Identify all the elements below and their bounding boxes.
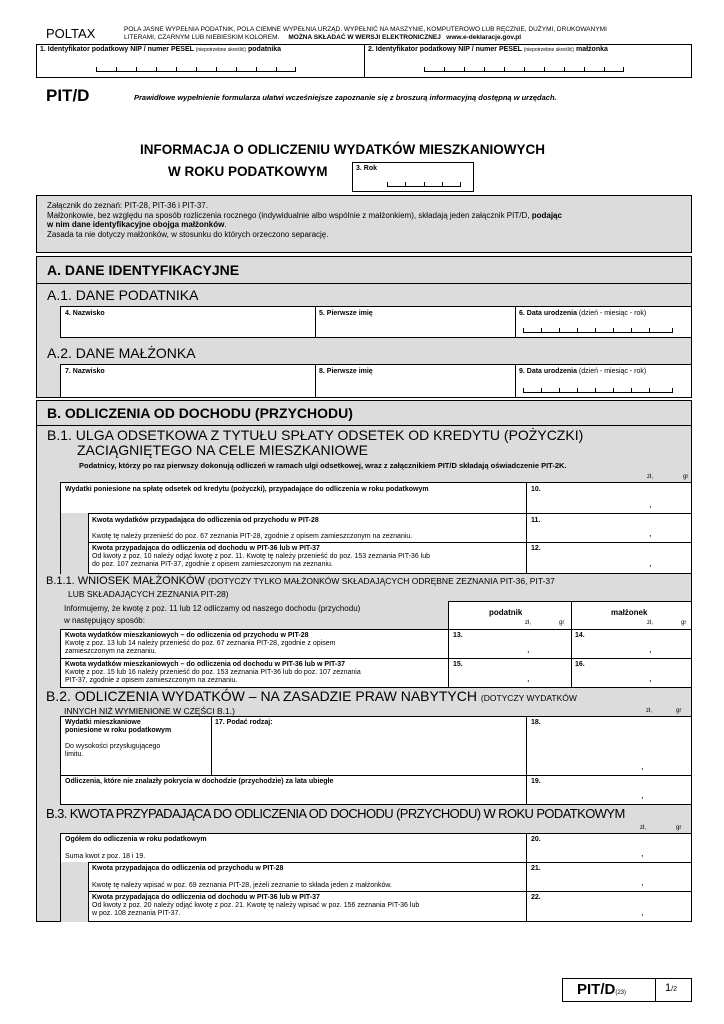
row-12-hint: Od kwoty z poz. 10 należy odjąć kwotę z poz. 11. Kwotę tę należy przenieść do poz. 153 zeznania PIT-36 lub do poz. 107 zeznania PIT-37, zgodnie z opisem zamieszczonym na zeznaniu. [92,553,431,568]
row-10-label: Wydatki poniesione na spłatę odsetek od kredytu (pożyczki), przypadające do odliczenia w roku podatkowym [65,486,429,493]
form-info: Prawidłowe wypełnienie formularza ułatwi wcześniejsze zapoznanie się z broszurą informacyjną dostępną w urzędach. [134,93,557,102]
surname-input[interactable] [62,320,312,336]
b3-title: B.3. KWOTA PRZYPADAJĄCA DO ODLICZENIA OD DOCHODU (PRZYCHODU) W ROKU PODATKOWYM [46,806,625,821]
row-17: Wydatki mieszkaniowe poniesione w roku podatkowym Do wysokości przysługującego limitu. 17. Podać rodzaj: 18. , [60,716,692,776]
form-title-year: W ROKU PODATKOWYM [168,164,328,179]
year-label: 3. Rok [356,165,378,172]
field-11-input[interactable] [527,524,691,541]
field-20-number: 20. [531,836,541,843]
row-12-label: Kwota przypadająca do odliczenia od dochodu w PIT-36 lub w PIT-37 [92,545,320,552]
row-21: Kwota przypadająca do odliczenia od przychodu w PIT-28 Kwotę tę należy wpisać w poz. 69 zeznania PIT-28, jeżeli zeznanie to składa jeden z małżonków. 21. , [88,862,692,892]
field-10-input[interactable] [527,494,691,512]
field-17-label: 17. Podać rodzaj: [215,719,273,726]
spouse-surname-input[interactable] [62,380,312,396]
spouse-firstname-label: 8. Pierwsze imię [319,368,373,375]
row-21-hint: Kwotę tę należy wpisać w poz. 69 zeznania PIT-28, jeżeli zeznanie to składa jeden z małżonków. [92,882,392,889]
spouse-birthdate-input[interactable] [523,387,673,393]
spouse-surname-label: 7. Nazwisko [65,368,105,375]
footer-code: PIT/D(23) [577,981,627,998]
field-20-input[interactable] [527,845,691,861]
b1-note: Podatnicy, którzy po raz pierwszy dokonują odliczeń w ramach ulgi odsetkowej, wraz z załącznikiem PIT/D składają oświadczenie PIT-2K. [79,461,567,470]
row-20: Ogółem do odliczenia w roku podatkowym Suma kwot z poz. 18 i 19. 20. , [60,833,692,863]
firstname-input[interactable] [316,320,512,336]
field-19-number: 19. [531,778,541,785]
field-16-input[interactable] [571,669,691,686]
b11-title: B.1.1. WNIOSEK MAŁŻONKÓW (DOTYCZY TYLKO MAŁŻONKÓW SKŁADAJĄCYCH ODRĘBNE ZEZNANIA PIT-36, PIT-37 LUB SKŁADAJĄCYCH ZEZNANIA PIT-28) [46,575,555,599]
a1-title: A.1. DANE PODATNIKA [47,287,199,303]
row-13: Kwota wydatków mieszkaniowych – do odliczenia od przychodu w PIT-28 Kwotę z poz. 13 lub 14 należy przenieść do poz. 67 zeznania PIT-28, zgodnie z opisem zamieszczonym na zeznaniu. 13. 14. , , [60,629,692,659]
row-10: Wydatki poniesione na spłatę odsetek od kredytu (pożyczki), przypadające do odliczenia w roku podatkowym 10. , [60,482,692,514]
field-21-number: 21. [531,865,541,872]
b11-columns: podatnik małżonek zł, gr zł, gr [448,601,692,630]
field-18-number: 18. [531,719,541,726]
field-15-input[interactable] [449,669,569,686]
form-code: PIT/D [46,86,90,105]
row-19-label: Odliczenia, które nie znalazły pokrycia w dochodzie (przychodzie) za lata ubiegłe [65,778,334,785]
field-18-input[interactable] [527,728,691,774]
nip-spouse-label: 2. Identyfikator podatkowy NIP / numer PESEL (niepotrzebne skreślić) małżonka [368,46,608,53]
b1-gr: gr [683,474,689,480]
birthdate-label: 6. Data urodzenia (dzień - miesiąc - rok) [519,310,647,317]
field-15-number: 15. [453,661,463,668]
field-10-number: 10. [531,486,541,493]
row-13-label: Kwota wydatków mieszkaniowych – do odliczenia od przychodu w PIT-28 Kwotę z poz. 13 lub 14 należy przenieść do poz. 67 zeznania PIT-28, zgodnie z opisem zamieszczonym na zeznaniu. [65,632,336,655]
intro-box: Załącznik do zeznań: PIT-28, PIT-36 i PIT-37. Małżonkowie, bez względu na sposób rozliczenia rocznego (indywidualnie albo wspólnie z małżonkiem), składają jeden załącznik PIT/D, podając w nim dane identyfikacyjne obojga małżonków. Zasada ta nie dotyczy małżonków, w stosunku do których orzeczono separację. [36,195,692,253]
birthdate-input[interactable] [523,327,673,333]
spouse-firstname-input[interactable] [316,380,512,396]
row-20-hint: Suma kwot z poz. 18 i 19. [65,853,146,860]
field-12-number: 12. [531,545,541,552]
field-11-number: 11. [531,517,541,524]
field-19-input[interactable] [527,788,691,803]
field-21-input[interactable] [527,874,691,890]
field-16-number: 16. [575,661,585,668]
brand-logo: POLTAX [46,26,96,41]
field-13-number: 13. [453,632,463,639]
section-a-title: A. DANE IDENTYFIKACYJNE [47,262,240,278]
firstname-label: 5. Pierwsze imię [319,310,373,317]
spouse-birthdate-label: 9. Data urodzenia (dzień - miesiąc - rok) [519,368,647,375]
row-15: Kwota wydatków mieszkaniowych – do odliczenia od dochodu w PIT-36 lub w PIT-37 Kwotę z poz. 15 lub 16 należy przenieść do poz. 153 zeznania PIT-36 lub do poz. 107 zeznania PIT-37, zgodnie z opisem zamieszczonym na zeznaniu. 15. 16. , , [60,658,692,688]
col-podatnik: podatnik [489,608,523,617]
row-12: Kwota przypadająca do odliczenia od dochodu w PIT-36 lub w PIT-37 Od kwoty z poz. 10 należy odjąć kwotę z poz. 11. Kwotę tę należy przenieść do poz. 153 zeznania PIT-36 lub do poz. 107 zeznania PIT-37, zgodnie z opisem zamieszczonym na zeznaniu. 12. , [88,542,692,574]
field-17-input[interactable] [212,728,524,774]
row-15-label: Kwota wydatków mieszkaniowych – do odliczenia od dochodu w PIT-36 lub w PIT-37 Kwotę z poz. 15 lub 16 należy przenieść do poz. 153 zeznania PIT-36 lub do poz. 107 zeznania PIT-37, zgodnie z opisem zamieszczonym na zeznaniu. [65,661,361,684]
b2-title: B.2. ODLICZENIA WYDATKÓW – NA ZASADZIE PRAW NABYTYCH (DOTYCZY WYDATKÓW INNYCH NIŻ WYMIENIONE W CZĘŚCI B.1.) [46,688,577,716]
b1-title: B.1. ULGA ODSETKOWA Z TYTUŁU SPŁATY ODSETEK OD KREDYTU (POŻYCZKI) ZACIĄGNIĘTEGO NA CELE MIESZKANIOWE [47,427,584,458]
field-12-input[interactable] [527,554,691,572]
field-14-number: 14. [575,632,585,639]
surname-label: 4. Nazwisko [65,310,105,317]
row-21-label: Kwota przypadająca do odliczenia od przychodu w PIT-28 [92,865,284,872]
nip-taxpayer-label: 1. Identyfikator podatkowy NIP / numer PESEL (niepotrzebne skreślić) podatnika [40,46,282,53]
form-title: INFORMACJA O ODLICZENIU WYDATKÓW MIESZKANIOWYCH [140,142,545,157]
row-22: Kwota przypadająca do odliczenia od dochodu w PIT-36 lub w PIT-37 Od kwoty z poz. 20 należy odjąć kwotę z poz. 21. Kwotę tę należy wpisać w poz. 156 zeznania PIT-36 lub w poz. 108 zeznania PIT-37. 22. , [88,891,692,922]
a2-title: A.2. DANE MAŁŻONKA [47,345,196,361]
row-11: Kwota wydatków przypadająca do odliczenia od przychodu w PIT-28 Kwotę tę należy przenieść do poz. 67 zeznania PIT-28, zgodnie z opisem zamieszczonym na zeznaniu. 11. , [88,513,692,543]
field-13-input[interactable] [449,640,569,657]
nip-taxpayer-input[interactable] [96,66,296,72]
nip-spouse-input[interactable] [424,66,624,72]
row-17-label: Wydatki mieszkaniowe poniesione w roku podatkowym Do wysokości przysługującego limitu. [65,719,172,758]
field-14-input[interactable] [571,640,691,657]
page-number: 1/2 [665,982,677,994]
b11-request: Informujemy, że kwotę z poz. 11 lub 12 odliczamy od naszego dochodu (przychodu) w następujący sposób: [64,604,361,625]
row-20-label: Ogółem do odliczenia w roku podatkowym [65,836,207,843]
field-22-input[interactable] [527,903,691,920]
row-11-label: Kwota wydatków przypadająca do odliczenia od przychodu w PIT-28 [92,517,319,524]
row-22-label: Kwota przypadająca do odliczenia od dochodu w PIT-36 lub w PIT-37 [92,894,320,901]
col-malzonek: małżonek [611,608,648,617]
row-22-hint: Od kwoty z poz. 20 należy odjąć kwotę z poz. 21. Kwotę tę należy wpisać w poz. 156 zeznania PIT-36 lub w poz. 108 zeznania PIT-37. [92,902,420,917]
footer-code-box [562,978,692,1002]
header-notice: POLA JASNE WYPEŁNIA PODATNIK, POLA CIEMNE WYPEŁNIA URZĄD. WYPEŁNIĆ NA MASZYNIE, KOMPUTEROWO LUB RĘCZNIE, DUŻYMI, DRUKOWANYMI LITERAMI, CZARNYM LUB NIEBIESKIM KOLOREM. MOŻNA SKŁADAĆ W WERSJI ELEKTRONICZNEJ www.e-deklaracje.gov.pl [124,26,607,41]
year-field[interactable] [352,162,474,192]
b1-zl: zł, [647,474,653,480]
section-b-title: B. ODLICZENIA OD DOCHODU (PRZYCHODU) [47,405,353,421]
field-22-number: 22. [531,894,541,901]
row-19: Odliczenia, które nie znalazły pokrycia w dochodzie (przychodzie) za lata ubiegłe 19. , [60,775,692,805]
row-11-hint: Kwotę tę należy przenieść do poz. 67 zeznania PIT-28, zgodnie z opisem zamieszczonym na zeznaniu. [92,533,413,540]
